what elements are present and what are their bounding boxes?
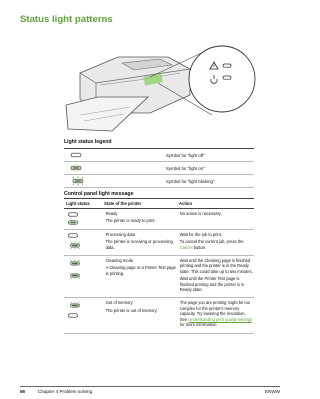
print-quality-link[interactable]: Understanding print quality settings xyxy=(188,316,253,322)
header-action: Action xyxy=(179,201,193,206)
state-desc: The printer is out of memory. xyxy=(105,307,158,313)
led-blinking-icon xyxy=(70,176,86,186)
state-title: Out of memory xyxy=(105,300,133,306)
led-blinking-icon xyxy=(68,271,82,280)
state-title: Processing data xyxy=(105,231,135,237)
table-header xyxy=(64,198,254,209)
table-row-ready xyxy=(64,209,254,230)
legend-text-blinking: Symbol for "light blinking" xyxy=(166,178,215,184)
state-desc: The printer is ready to print. xyxy=(105,218,156,224)
state-desc: The printer is receiving or processing data. xyxy=(105,239,173,250)
page-title: Status light patterns xyxy=(20,14,113,25)
action-text-part: button. xyxy=(193,244,207,250)
legend-row-off xyxy=(64,149,254,162)
action-text: Wait until the Cleaning page is finished printing and the printer is in the Ready state. This could take up to two minutes. xyxy=(179,258,253,274)
led-off-icon xyxy=(70,152,82,158)
printer-illustration xyxy=(40,35,265,137)
footer-enww: ENWW xyxy=(264,389,280,394)
legend-table xyxy=(64,148,254,188)
action-text: No action is necessary. xyxy=(179,211,222,216)
led-on-icon xyxy=(70,165,82,171)
led-blinking-icon xyxy=(68,241,82,250)
legend-text-off: Symbol for "light off" xyxy=(166,152,205,158)
action-text-part: To cancel the current job, press the xyxy=(179,239,244,245)
legend-row-on xyxy=(64,162,254,175)
led-off-icon xyxy=(68,233,78,238)
legend-row-blinking xyxy=(64,175,254,188)
control-heading: Control panel light message xyxy=(64,191,134,197)
cancel-button-ref[interactable]: Cancel xyxy=(179,244,193,250)
state-desc: A Cleaning page or a Printer Test page is printing. xyxy=(105,265,176,276)
action-text xyxy=(180,300,254,327)
led-on-icon xyxy=(68,220,78,225)
chapter-label: Chapter 4 Problem solving xyxy=(38,389,93,394)
table-row-cleaning xyxy=(64,256,254,298)
led-off-icon xyxy=(68,212,78,217)
table-row-processing xyxy=(64,230,254,256)
action-text-part: for more information. xyxy=(179,322,218,328)
page-number: 56 xyxy=(20,389,26,394)
action-text xyxy=(180,239,254,250)
footer-divider xyxy=(20,386,280,387)
header-light-status: Light status xyxy=(66,201,90,206)
legend-text-on: Symbol for "light on" xyxy=(166,165,205,171)
led-off-icon xyxy=(68,313,78,318)
control-table xyxy=(64,198,254,334)
action-text: Wait for the job to print. xyxy=(179,231,222,237)
action-text: Wait until the Printer Test page is finished printing and the printer is in Ready state. xyxy=(179,276,245,293)
table-row-out-of-memory xyxy=(64,298,254,333)
led-blinking-icon xyxy=(68,259,82,268)
state-title: Cleaning mode xyxy=(105,258,134,264)
state-title: Ready xyxy=(105,211,118,216)
legend-heading: Light status legend xyxy=(64,139,112,145)
header-state: State of the printer xyxy=(104,201,142,206)
led-blinking-icon xyxy=(68,301,82,310)
action-text-part: The page you are printing might be too complex for the printer's memory capacity. Try lowering the resolution. See xyxy=(179,300,251,322)
